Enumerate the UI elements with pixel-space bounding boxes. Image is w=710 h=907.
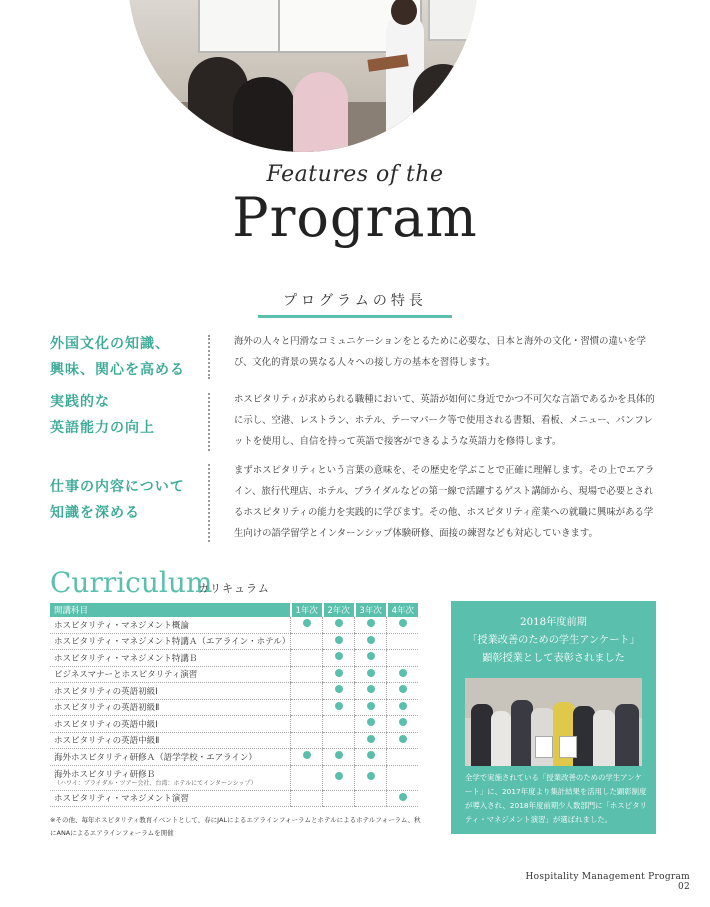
year-cell-4	[387, 633, 418, 650]
offered-dot-icon	[335, 652, 343, 660]
award-description: 全学で実施されている「授業改善のための学生アンケート」に、2017年度より集計結果を活用した顕彰制度が導入され、2018年度前期少人数部門に「ホスピタリティ・マネジメント演習」が選ばれました。	[465, 773, 647, 824]
offered-dot-icon	[367, 669, 375, 677]
feature-text: まずホスピタリティという言葉の意味を、その歴史を学ぶことで正確に理解します。その上でエアライン、旅行代理店、ホテル、ブライダルなどの第一線で活躍するゲスト講師から、現場で必要とされるホスピタリティの能力を実践的に学びます。その他、ホスピタリティ産業への就職に興味がある学生向けの語学留学とインターンシップ体験研修、面接の練習なども対応していきます。	[234, 465, 655, 539]
year-cell-3	[355, 699, 387, 716]
column-header-year3: 3年次	[355, 603, 387, 617]
table-row	[50, 765, 418, 790]
year-cell-1	[291, 749, 323, 766]
year-cell-1	[291, 633, 323, 650]
year-cell-1	[291, 683, 323, 700]
offered-dot-icon	[399, 793, 407, 801]
column-header-subject: 開講科目	[50, 603, 291, 617]
year-cell-3	[355, 683, 387, 700]
subtitle-underline	[258, 315, 452, 318]
year-cell-4	[387, 716, 418, 733]
year-cell-2	[323, 666, 355, 683]
table-row	[50, 617, 418, 633]
curriculum-table	[50, 603, 418, 807]
course-name: ホスピタリティの英語初級Ⅱ	[50, 699, 291, 716]
dotted-divider	[208, 335, 210, 379]
offered-dot-icon	[335, 669, 343, 677]
year-cell-2	[323, 699, 355, 716]
offered-dot-icon	[399, 669, 407, 677]
year-cell-1	[291, 790, 323, 807]
year-cell-4	[387, 683, 418, 700]
year-cell-2	[323, 716, 355, 733]
column-header-year1: 1年次	[291, 603, 323, 617]
year-cell-4	[387, 749, 418, 766]
year-cell-2	[323, 749, 355, 766]
offered-dot-icon	[367, 636, 375, 644]
feature-heading: 外国文化の知識、 興味、関心を高める	[50, 336, 185, 378]
table-row	[50, 749, 418, 766]
year-cell-4	[387, 617, 418, 633]
offered-dot-icon	[367, 735, 375, 743]
course-name: ホスピタリティ・マネジメント演習	[50, 790, 291, 807]
table-row	[50, 683, 418, 700]
table-row	[50, 790, 418, 807]
footer-program: Hospitality Management Program	[525, 872, 690, 882]
offered-dot-icon	[367, 619, 375, 627]
award-box	[451, 601, 656, 834]
course-name: 海外ホスピタリティ研修Ｂ （ハワイ：ブライダル・ツアー会社、台湾：ホテルにてインターンシップ）	[50, 765, 291, 790]
award-photo	[465, 678, 642, 766]
features-subtitle: プログラムの特長	[283, 293, 427, 309]
table-header-row	[50, 603, 418, 617]
year-cell-4	[387, 666, 418, 683]
course-name: ホスピタリティの英語中級Ⅰ	[50, 716, 291, 733]
classroom-photo	[128, 0, 478, 152]
course-name: ビジネスマナーとホスピタリティ演習	[50, 666, 291, 683]
dotted-divider	[208, 393, 210, 451]
offered-dot-icon	[335, 772, 343, 780]
year-cell-3	[355, 765, 387, 790]
year-cell-3	[355, 617, 387, 633]
page-footer	[520, 872, 690, 892]
feature-heading: 仕事の内容について 知識を深める	[50, 479, 185, 521]
year-cell-2	[323, 633, 355, 650]
course-name: ホスピタリティ・マネジメント特講Ｂ	[50, 650, 291, 667]
year-cell-3	[355, 716, 387, 733]
year-cell-1	[291, 765, 323, 790]
year-cell-4	[387, 650, 418, 667]
year-cell-4	[387, 699, 418, 716]
curriculum-footnote: ※その他、毎年ホスピタリティ教育イベントとして、春にJALによるエアラインフォーラムとホテルによるホテルフォーラム、秋にANAによるエアラインフォーラムを開催	[50, 816, 421, 837]
offered-dot-icon	[335, 619, 343, 627]
offered-dot-icon	[367, 652, 375, 660]
feature-text: ホスピタリティが求められる職種において、英語が如何に身近でかつ不可欠な言語であるかを具体的に示し、空港、レストラン、ホテル、テーマパーク等で使用される書類、看板、メニュー、パンフレットを使用し、自信を持って英語で接客ができるような英語力を修得します。	[234, 394, 655, 447]
year-cell-1	[291, 617, 323, 633]
curriculum-title: Curriculum	[50, 566, 213, 599]
offered-dot-icon	[399, 685, 407, 693]
course-name: ホスピタリティの英語初級Ⅰ	[50, 683, 291, 700]
year-cell-4	[387, 790, 418, 807]
year-cell-2	[323, 732, 355, 749]
year-cell-3	[355, 732, 387, 749]
year-cell-2	[323, 650, 355, 667]
offered-dot-icon	[399, 735, 407, 743]
offered-dot-icon	[399, 619, 407, 627]
year-cell-3	[355, 666, 387, 683]
year-cell-2	[323, 790, 355, 807]
offered-dot-icon	[335, 702, 343, 710]
offered-dot-icon	[367, 702, 375, 710]
table-row	[50, 666, 418, 683]
course-name: 海外ホスピタリティ研修Ａ（語学学校・エアライン）	[50, 749, 291, 766]
course-name: ホスピタリティ・マネジメント特講Ａ（エアライン・ホテル）	[50, 633, 291, 650]
table-row	[50, 633, 418, 650]
year-cell-4	[387, 732, 418, 749]
page-number: 02	[677, 882, 690, 892]
offered-dot-icon	[367, 772, 375, 780]
offered-dot-icon	[399, 718, 407, 726]
feature-text: 海外の人々と円滑なコミュニケーションをとるために必要な、日本と海外の文化・習慣の違いを学び、文化的背景の異なる人々への接し方の基本を習得します。	[234, 336, 646, 368]
year-cell-1	[291, 732, 323, 749]
table-row	[50, 650, 418, 667]
year-cell-3	[355, 749, 387, 766]
offered-dot-icon	[303, 751, 311, 759]
offered-dot-icon	[335, 636, 343, 644]
offered-dot-icon	[399, 702, 407, 710]
column-header-year2: 2年次	[323, 603, 355, 617]
table-row	[50, 716, 418, 733]
year-cell-1	[291, 699, 323, 716]
year-cell-1	[291, 666, 323, 683]
year-cell-3	[355, 633, 387, 650]
table-row	[50, 699, 418, 716]
dotted-divider	[208, 464, 210, 542]
year-cell-1	[291, 650, 323, 667]
course-name: ホスピタリティの英語中級Ⅱ	[50, 732, 291, 749]
year-cell-2	[323, 617, 355, 633]
offered-dot-icon	[367, 685, 375, 693]
year-cell-2	[323, 765, 355, 790]
offered-dot-icon	[367, 718, 375, 726]
year-cell-3	[355, 790, 387, 807]
offered-dot-icon	[335, 751, 343, 759]
offered-dot-icon	[335, 685, 343, 693]
table-row	[50, 732, 418, 749]
year-cell-2	[323, 683, 355, 700]
course-note: （ハワイ：ブライダル・ツアー会社、台湾：ホテルにてインターンシップ）	[54, 779, 257, 787]
feature-heading: 実践的な 英語能力の向上	[50, 394, 155, 436]
year-cell-3	[355, 650, 387, 667]
offered-dot-icon	[367, 751, 375, 759]
features-script-title: Features of the	[266, 162, 444, 187]
award-title: 2018年度前期 「授業改善のための学生アンケート」 顕彰授業として表彰されました	[467, 617, 640, 664]
course-name: ホスピタリティ・マネジメント概論	[50, 617, 291, 633]
year-cell-1	[291, 716, 323, 733]
curriculum-subtitle: カリキュラム	[198, 582, 270, 595]
program-title: Program	[232, 186, 478, 249]
year-cell-4	[387, 765, 418, 790]
column-header-year4: 4年次	[387, 603, 418, 617]
offered-dot-icon	[303, 619, 311, 627]
